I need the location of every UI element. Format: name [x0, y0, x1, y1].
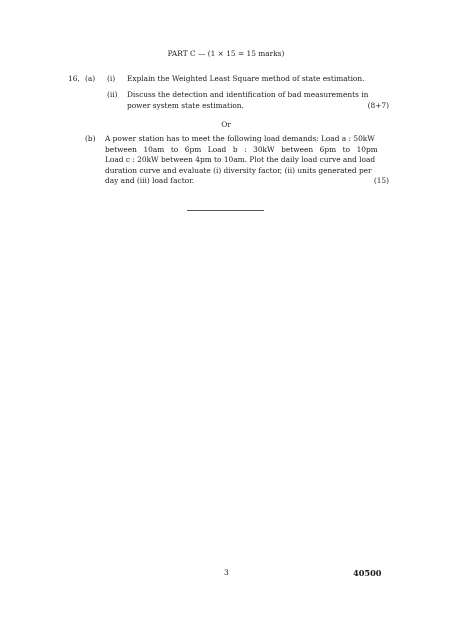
- option-a-marks: (8+7): [367, 100, 389, 110]
- option-b-text: [105, 134, 389, 187]
- or-separator: Or: [221, 120, 231, 129]
- subpart-ii-line: Discuss the detection and identification of bad measurements in: [127, 90, 369, 99]
- subpart-ii-line: power system state estimation.: [127, 100, 244, 110]
- page-number: 3: [224, 568, 229, 577]
- subpart-ii-label: (ii): [107, 90, 118, 99]
- subpart-i-label: (i): [107, 74, 116, 83]
- option-b-line: Load c : 20kW between 4pm to 10am. Plot the daily load curve and load: [105, 155, 376, 165]
- option-b-line: day and (iii) load factor.: [105, 176, 195, 186]
- subpart-ii-last-line: [127, 101, 389, 112]
- question-number: 16.: [68, 74, 80, 83]
- option-b-line: between 10am to 6pm Load b : 30kW between 6pm to 10pm: [105, 144, 378, 154]
- subpart-ii-text: [127, 90, 389, 111]
- paper-code: 40500: [353, 568, 382, 578]
- option-b-label: (b): [85, 134, 96, 143]
- option-b-marks: (15): [373, 176, 389, 186]
- option-b-line: A power station has to meet the following load demands: Load a : 50kW: [105, 134, 375, 143]
- part-heading: PART C — (1 × 15 = 15 marks): [167, 49, 285, 58]
- end-rule: [187, 210, 264, 211]
- subpart-i-text: Explain the Weighted Least Square method of state estimation.: [127, 74, 365, 83]
- option-b-line: duration curve and evaluate (i) diversity factor, (ii) units generated per: [105, 165, 372, 175]
- option-b-last-line: [105, 176, 389, 187]
- option-a-label: (a): [85, 74, 96, 83]
